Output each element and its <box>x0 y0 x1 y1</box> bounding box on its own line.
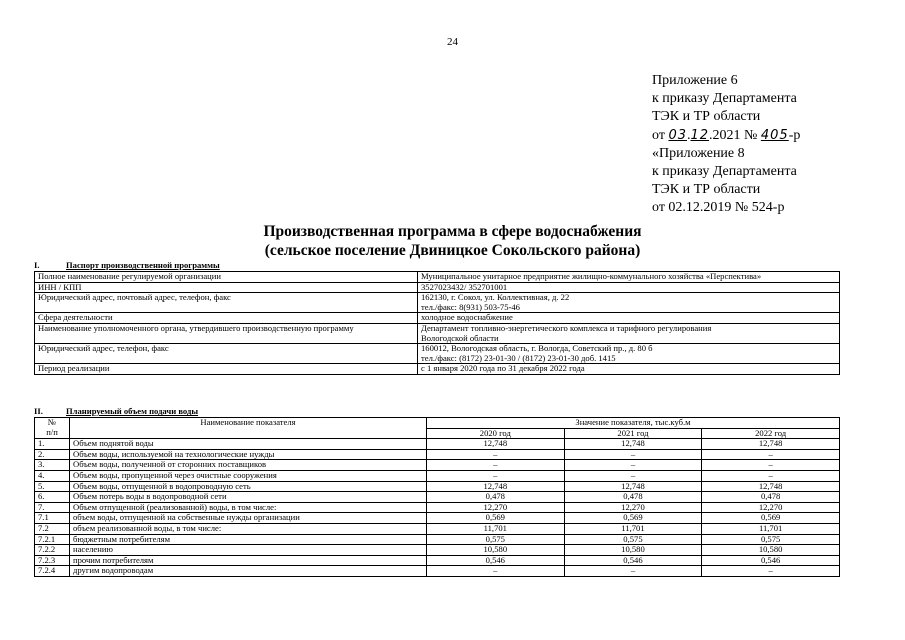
row-number: 2. <box>35 449 70 460</box>
row-value-2022: 12,748 <box>702 439 840 450</box>
row-value-2020: – <box>427 460 565 471</box>
row-value-2022: 0,546 <box>702 555 840 566</box>
date-separator: . <box>686 127 691 143</box>
row-value-2022: 0,478 <box>702 492 840 503</box>
row-value-2021: 0,546 <box>564 555 702 566</box>
row-value-2022: 10,580 <box>702 545 840 556</box>
table-row <box>35 449 840 460</box>
row-number: 6. <box>35 492 70 503</box>
passport-row <box>35 313 840 324</box>
row-value-2020: 0,569 <box>427 513 565 524</box>
row-number: 7.2.2 <box>35 545 70 556</box>
page-number: 24 <box>447 36 458 48</box>
passport-value-line: 3527023432/ 352701001 <box>421 281 508 292</box>
table-row <box>35 481 840 492</box>
row-value-2021: 0,569 <box>564 513 702 524</box>
header-year-2021: 2021 год <box>564 428 702 439</box>
row-value-2021: 12,270 <box>564 502 702 513</box>
appendix-line: ТЭК и ТР области <box>652 109 761 125</box>
passport-row <box>35 272 840 283</box>
row-value-2022: 0,569 <box>702 513 840 524</box>
handwritten-day: 03 <box>668 127 687 143</box>
row-number: 7.2 <box>35 523 70 534</box>
passport-value-line: с 1 января 2020 года по 31 декабря 2022 года <box>421 363 585 374</box>
passport-value <box>418 272 840 283</box>
passport-value <box>418 282 840 293</box>
passport-row <box>35 282 840 293</box>
appendix-block <box>652 72 800 218</box>
row-number: 1. <box>35 439 70 450</box>
row-number: 7. <box>35 502 70 513</box>
row-indicator-name: Объем воды, отпущенной в водопроводную сеть <box>70 481 427 492</box>
handwritten-order-number: 405 <box>760 127 789 143</box>
row-value-2021: – <box>564 470 702 481</box>
row-indicator-name: Объем потерь воды в водопроводной сети <box>70 492 427 503</box>
passport-value <box>418 313 840 324</box>
document-title <box>0 222 905 260</box>
header-number-sign: № <box>47 417 57 427</box>
row-value-2022: 11,701 <box>702 523 840 534</box>
passport-label: Юридический адрес, телефон, факс <box>35 344 418 364</box>
header-year-2020: 2020 год <box>427 428 565 439</box>
row-indicator-name: Объем отпущенной (реализованной) воды, в том числе: <box>70 502 427 513</box>
row-value-2020: 0,575 <box>427 534 565 545</box>
appendix-order-date <box>652 127 800 145</box>
appendix-line: «Приложение 8 <box>652 145 745 161</box>
row-value-2020: 11,701 <box>427 523 565 534</box>
row-value-2022: – <box>702 470 840 481</box>
row-number: 3. <box>35 460 70 471</box>
title-line: (сельское поселение Двиницкое Сокольского района) <box>264 242 641 259</box>
row-indicator-name: объем реализованной воды, в том числе: <box>70 523 427 534</box>
row-number: 5. <box>35 481 70 492</box>
passport-value-line: холодное водоснабжение <box>421 312 513 323</box>
table-row <box>35 470 840 481</box>
row-number: 7.2.4 <box>35 566 70 577</box>
row-number: 7.2.3 <box>35 555 70 566</box>
row-value-2020: 12,748 <box>427 481 565 492</box>
table-row <box>35 460 840 471</box>
row-value-2022: 0,575 <box>702 534 840 545</box>
row-value-2021: 0,478 <box>564 492 702 503</box>
table-row <box>35 534 840 545</box>
row-value-2020: – <box>427 566 565 577</box>
header-number <box>35 418 70 439</box>
row-value-2022: – <box>702 566 840 577</box>
row-value-2021: 11,701 <box>564 523 702 534</box>
passport-value <box>418 293 840 313</box>
section-title: Планируемый объем подачи воды <box>66 406 199 416</box>
passport-table <box>34 271 840 375</box>
row-indicator-name: Объем поднятой воды <box>70 439 427 450</box>
table-row <box>35 439 840 450</box>
title-line: Производственная программа в сфере водоснабжения <box>263 223 642 240</box>
appendix-line: от 02.12.2019 № 524-р <box>652 200 785 216</box>
section-title: Паспорт производственной программы <box>66 260 220 270</box>
appendix-line: к приказу Департамента <box>652 164 797 180</box>
section-number: II. <box>34 406 43 416</box>
header-year-2022: 2022 год <box>702 428 840 439</box>
order-prefix: от <box>652 127 669 143</box>
passport-value-line: Муниципальное унитарное предприятие жилищно-коммунального хозяйства «Перспектива» <box>421 271 762 281</box>
row-indicator-name: другим водопроводам <box>70 566 427 577</box>
table-row <box>35 545 840 556</box>
row-indicator-name: объем воды, отпущенной на собственные нужды организации <box>70 513 427 524</box>
row-value-2021: 10,580 <box>564 545 702 556</box>
row-indicator-name: прочим потребителям <box>70 555 427 566</box>
row-value-2022: 12,270 <box>702 502 840 513</box>
passport-value-line: тел./факс: 8(931) 503-75-46 <box>421 301 520 312</box>
header-value-group: Значение показателя, тыс.куб.м <box>427 418 840 429</box>
row-value-2021: – <box>564 449 702 460</box>
passport-row <box>35 293 840 313</box>
row-indicator-name: Объем воды, пропущенной через очистные сооружения <box>70 470 427 481</box>
passport-value-line: 162130, г. Сокол, ул. Коллективная, д. 22 <box>421 292 570 303</box>
passport-label: Период реализации <box>35 364 418 375</box>
passport-value-line: Департамент топливно-энергетического комплекса и тарифного регулирования <box>421 322 712 333</box>
water-volume-table <box>34 417 840 577</box>
passport-value-line: тел./факс: (8172) 23-01-30 / (8172) 23-01-30 доб. 1415 <box>421 352 616 363</box>
row-value-2022: – <box>702 449 840 460</box>
row-value-2020: 0,478 <box>427 492 565 503</box>
row-value-2020: – <box>427 470 565 481</box>
table-row <box>35 492 840 503</box>
row-number: 7.2.1 <box>35 534 70 545</box>
row-indicator-name: бюджетным потребителям <box>70 534 427 545</box>
row-value-2021: 12,748 <box>564 439 702 450</box>
handwritten-month: 12 <box>690 127 710 143</box>
row-value-2020: 12,748 <box>427 439 565 450</box>
row-value-2021: 0,575 <box>564 534 702 545</box>
row-value-2020: – <box>427 449 565 460</box>
passport-row <box>35 344 840 364</box>
table-row <box>35 566 840 577</box>
passport-row <box>35 364 840 375</box>
row-value-2022: 12,748 <box>702 481 840 492</box>
row-value-2020: 12,270 <box>427 502 565 513</box>
passport-label: Полное наименование регулируемой организации <box>35 272 418 283</box>
appendix-line: к приказу Департамента <box>652 91 797 107</box>
row-value-2021: 12,748 <box>564 481 702 492</box>
appendix-line: ТЭК и ТР области <box>652 182 761 198</box>
passport-value-line: Вологодской области <box>421 332 499 343</box>
row-indicator-name: населению <box>70 545 427 556</box>
section-heading-passport <box>34 260 220 270</box>
table-row <box>35 523 840 534</box>
table-row <box>35 502 840 513</box>
row-number: 7.1 <box>35 513 70 524</box>
section-number: I. <box>34 260 40 270</box>
row-value-2020: 0,546 <box>427 555 565 566</box>
row-value-2022: – <box>702 460 840 471</box>
row-indicator-name: Объем воды, полученной от сторонних поставщиков <box>70 460 427 471</box>
passport-value <box>418 364 840 375</box>
row-number: 4. <box>35 470 70 481</box>
header-indicator-name: Наименование показателя <box>70 418 427 439</box>
row-value-2021: – <box>564 460 702 471</box>
row-value-2020: 10,580 <box>427 545 565 556</box>
passport-value <box>418 323 840 343</box>
section-heading-volume <box>34 406 198 416</box>
passport-label: Наименование уполномоченного органа, утвердившего производственную программу <box>35 323 418 343</box>
passport-value <box>418 344 840 364</box>
table-row <box>35 513 840 524</box>
order-suffix: -р <box>788 127 801 143</box>
passport-label: Юридический адрес, почтовый адрес, телефон, факс <box>35 293 418 313</box>
order-year-number-label: .2021 № <box>709 127 761 143</box>
passport-label: Сфера деятельности <box>35 313 418 324</box>
row-indicator-name: Объем воды, используемой на технологические нужды <box>70 449 427 460</box>
header-number-label: п/п <box>46 426 58 437</box>
appendix-line: Приложение 6 <box>652 73 738 88</box>
passport-label: ИНН / КПП <box>35 282 418 293</box>
passport-value-line: 160012, Вологодская область, г. Вологда, Советский пр., д. 80 б <box>421 343 653 354</box>
row-value-2021: – <box>564 566 702 577</box>
passport-row <box>35 323 840 343</box>
table-row <box>35 555 840 566</box>
